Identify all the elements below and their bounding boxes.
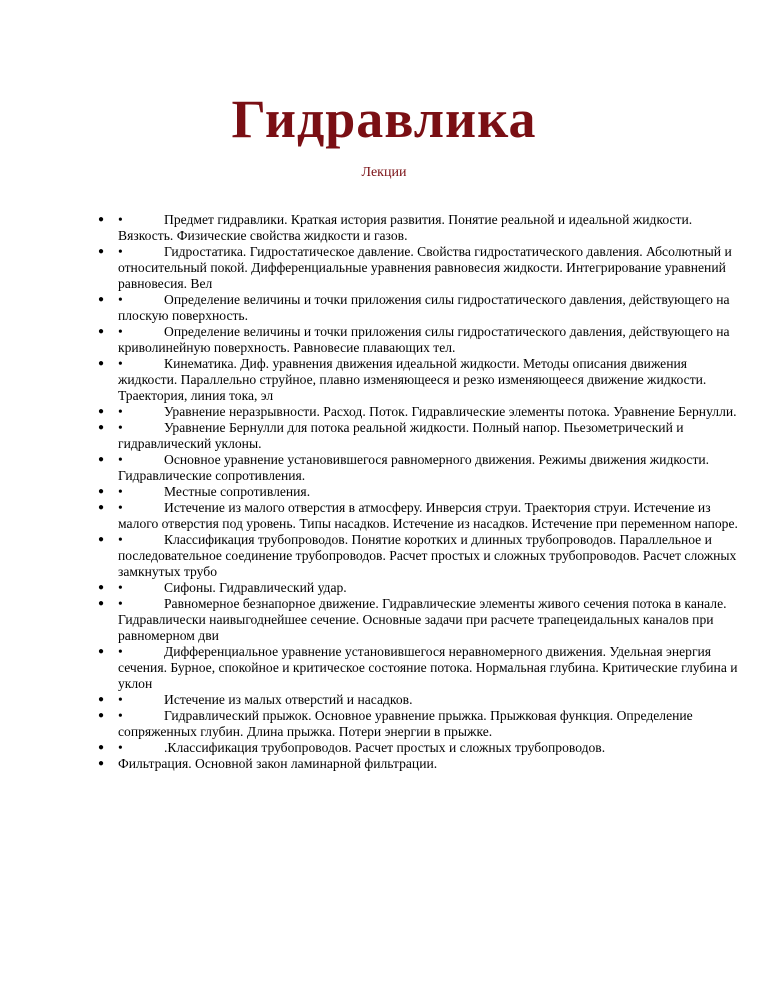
list-bullet-icon: ● [98, 534, 105, 545]
lecture-item [96, 420, 746, 452]
inner-bullet: • [118, 740, 123, 755]
inner-bullet: • [118, 324, 123, 339]
inner-bullet: • [118, 404, 123, 419]
lecture-text: Уравнение неразрывности. Расход. Поток. Гидравлические элементы потока. Уравнение Бернулли. [164, 404, 737, 419]
lecture-text: Фильтрация. Основной закон ламинарной фильтрации. [118, 756, 438, 771]
lecture-text: Определение величины и точки приложения силы гидростатического давления, действующего на плоскую поверхность. [118, 292, 730, 323]
list-bullet-icon: ● [98, 326, 105, 337]
lecture-text: Уравнение Бернулли для потока реальной жидкости. Полный напор. Пьезометрический и гидравлический уклоны. [118, 420, 684, 451]
lecture-item [96, 244, 746, 292]
lecture-text: Кинематика. Диф. уравнения движения идеальной жидкости. Методы описания движения жидкости. Параллельно струйное, плавно изменяющееся и резко изменяющееся движение жидкости. Траектория, линия тока, эл [118, 356, 707, 403]
lecture-item [96, 292, 746, 324]
list-bullet-icon: ● [98, 694, 105, 705]
lecture-text: Основное уравнение установившегося равномерного движения. Режимы движения жидкости. Гидравлические сопротивления. [118, 452, 710, 483]
inner-bullet: • [118, 500, 123, 515]
lecture-item [96, 740, 746, 756]
lecture-item [96, 356, 746, 404]
inner-bullet: • [118, 484, 123, 499]
inner-bullet: • [118, 244, 123, 259]
list-bullet-icon: ● [98, 742, 105, 753]
inner-bullet: • [118, 212, 123, 227]
list-bullet-icon: ● [98, 646, 105, 657]
lecture-text: Сифоны. Гидравлический удар. [164, 580, 347, 595]
list-bullet-icon: ● [98, 502, 105, 513]
inner-bullet: • [118, 708, 123, 723]
list-bullet-icon: ● [98, 422, 105, 433]
lecture-item [96, 324, 746, 356]
lecture-text: .Классификация трубопроводов. Расчет простых и сложных трубопроводов. [164, 740, 606, 755]
inner-bullet: • [118, 596, 123, 611]
lecture-text: Определение величины и точки приложения силы гидростатического давления, действующего на криволинейную поверхность. Равновесие плавающих тел. [118, 324, 730, 355]
inner-bullet: • [118, 644, 123, 659]
lecture-text: Равномерное безнапорное движение. Гидравлические элементы живого сечения потока в канале. Гидравлически наивыгоднейшее сечение. Основные задачи при расчете трапецеидальных каналов при равномерном дви [118, 596, 727, 643]
list-bullet-icon: ● [98, 582, 105, 593]
lecture-text: Истечение из малых отверстий и насадков. [164, 692, 413, 707]
lecture-item [96, 452, 746, 484]
lecture-text: Дифференциальное уравнение установившегося неравномерного движения. Удельная энергия сечения. Бурное, спокойное и критическое состояние потока. Нормальная глубина. Критические глубина и уклон [118, 644, 738, 691]
lecture-text: Гидростатика. Гидростатическое давление. Свойства гидростатического давления. Абсолютный и относительный покой. Дифференциальные уравнения равновесия жидкости. Интегрирование уравнений равновесия. Вел [118, 244, 732, 291]
lecture-text: Предмет гидравлики. Краткая история развития. Понятие реальной и идеальной жидкости. Вязкость. Физические свойства жидкости и газов. [118, 212, 693, 243]
page-title: Гидравлика [231, 89, 537, 149]
inner-bullet: • [118, 580, 123, 595]
inner-bullet: • [118, 292, 123, 307]
inner-bullet: • [118, 532, 123, 547]
lecture-item [96, 596, 746, 644]
list-bullet-icon: ● [98, 294, 105, 305]
lecture-item [96, 692, 746, 708]
list-bullet-icon: ● [98, 598, 105, 609]
inner-bullet: • [118, 420, 123, 435]
lecture-item [96, 708, 746, 740]
list-bullet-icon: ● [98, 406, 105, 417]
lecture-item [96, 532, 746, 580]
lecture-item [96, 644, 746, 692]
inner-bullet: • [118, 452, 123, 467]
list-bullet-icon: ● [98, 214, 105, 225]
lecture-item [96, 404, 746, 420]
list-bullet-icon: ● [98, 758, 105, 769]
lecture-text: Местные сопротивления. [164, 484, 311, 499]
list-bullet-icon: ● [98, 246, 105, 257]
lecture-item [96, 212, 746, 244]
lecture-item [96, 500, 746, 532]
list-bullet-icon: ● [98, 454, 105, 465]
lecture-text: Классификация трубопроводов. Понятие коротких и длинных трубопроводов. Параллельное и последовательное соединение трубопроводов. Расчет простых и сложных трубопроводов. Расчет сложных замкнутых трубо [118, 532, 737, 579]
list-bullet-icon: ● [98, 486, 105, 497]
lecture-text: Гидравлический прыжок. Основное уравнение прыжка. Прыжковая функция. Определение сопряженных глубин. Длина прыжка. Потери энергии в прыжке. [118, 708, 693, 739]
page-subtitle: Лекции [361, 165, 407, 180]
lecture-item [96, 756, 746, 772]
lecture-item [96, 484, 746, 500]
inner-bullet: • [118, 356, 123, 371]
list-bullet-icon: ● [98, 710, 105, 721]
lecture-text: Истечение из малого отверстия в атмосферу. Инверсия струи. Траектория струи. Истечение из малого отверстия под уровень. Типы насадков. Истечение из насадков. Истечение при переменном напоре. [118, 500, 738, 531]
list-bullet-icon: ● [98, 358, 105, 369]
inner-bullet: • [118, 692, 123, 707]
lecture-list [96, 212, 746, 772]
lecture-item [96, 580, 746, 596]
